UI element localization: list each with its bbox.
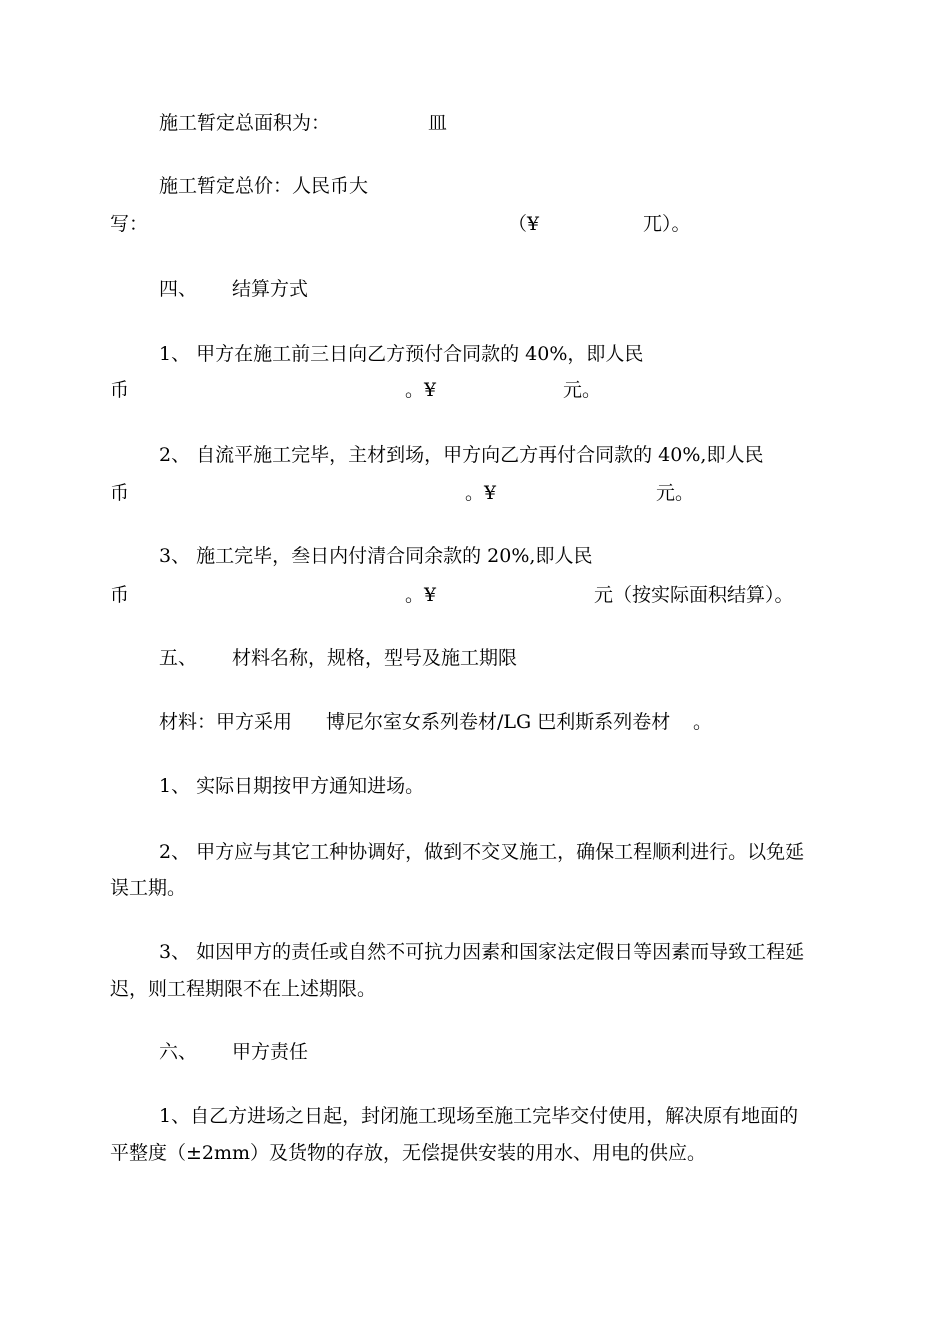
payment-item-1: 1、 甲方在施工前三日向乙方预付合同款的 40%，即人民: [159, 343, 644, 365]
section-5-number: 五、: [159, 647, 198, 669]
section-5-title: 材料名称，规格，型号及施工期限: [232, 647, 518, 669]
payment-item-3-yuan: 元（按实际面积结算）。: [594, 584, 794, 606]
section-6-number: 六、: [159, 1041, 198, 1063]
payment-item-2-yen: 。¥: [465, 482, 497, 504]
duty-item-1-cont: 平整度（±2mm）及货物的存放，无偿提供安装的用水、用电的供应。: [110, 1142, 707, 1164]
payment-item-1-yen: 。¥: [405, 379, 437, 401]
payment-item-2-yuan: 元。: [656, 482, 695, 504]
payment-item-3-yen: 。¥: [405, 584, 437, 606]
section-4-number: 四、: [159, 278, 198, 300]
payment-item-1-yuan: 元。: [563, 379, 602, 401]
payment-item-2: 2、 自流平施工完毕，主材到场，甲方向乙方再付合同款的 40%,即人民: [159, 444, 764, 466]
material-value: 博尼尔室女系列卷材/LG 巴利斯系列卷材: [326, 711, 671, 733]
schedule-item-3: 3、 如因甲方的责任或自然不可抗力因素和国家法定假日等因素而导致工程延: [159, 941, 805, 963]
material-end: 。: [693, 711, 713, 733]
material-label: 材料：甲方采用: [159, 711, 293, 733]
price-label-cont: 写：: [110, 213, 149, 235]
area-unit: 皿: [428, 112, 448, 134]
payment-item-3: 3、 施工完毕，叁日内付清合同余款的 20%,即人民: [159, 545, 593, 567]
price-yuan: 兀）。: [643, 213, 691, 235]
area-label: 施工暂定总面积为：: [159, 112, 331, 134]
schedule-item-2: 2、 甲方应与其它工种协调好，做到不交叉施工，确保工程顺利进行。以免延: [159, 841, 805, 863]
payment-item-2-cont: 币: [110, 482, 130, 504]
payment-item-3-cont: 币: [110, 584, 130, 606]
schedule-item-1: 1、 实际日期按甲方通知进场。: [159, 775, 425, 797]
price-yen: （¥: [508, 213, 540, 235]
section-4-title: 结算方式: [232, 278, 309, 300]
schedule-item-2-cont: 误工期。: [110, 877, 187, 899]
payment-item-1-cont: 币: [110, 379, 130, 401]
schedule-item-3-cont: 迟，则工程期限不在上述期限。: [110, 978, 377, 1000]
price-label: 施工暂定总价：人民币大: [159, 175, 369, 197]
duty-item-1: 1、自乙方进场之日起，封闭施工现场至施工完毕交付使用，解决原有地面的: [159, 1105, 799, 1127]
section-6-title: 甲方责任: [232, 1041, 309, 1063]
